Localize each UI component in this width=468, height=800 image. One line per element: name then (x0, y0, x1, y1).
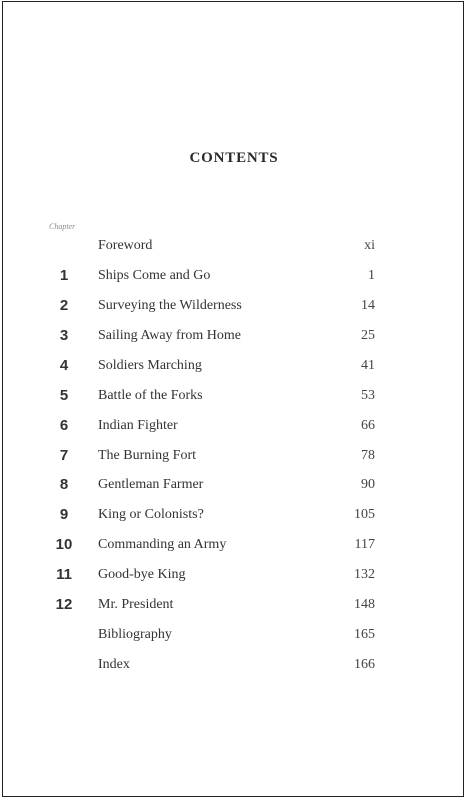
chapter-number: 9 (59, 506, 69, 524)
page-number: 53 (361, 387, 375, 403)
chapter-title: Foreword (98, 238, 153, 253)
toc-entry[interactable] (0, 564, 468, 586)
chapter-title: Gentleman Farmer (98, 477, 204, 493)
page-number: 148 (354, 597, 375, 613)
page-number: 41 (361, 357, 375, 373)
chapter-title: Index (98, 657, 130, 673)
page-number: 117 (354, 537, 375, 553)
chapter-number: 8 (59, 476, 69, 494)
chapter-number: 5 (59, 386, 69, 404)
chapter-title: Good-bye King (98, 567, 186, 583)
chapter-title: Ships Come and Go (98, 267, 211, 283)
page-number: xi (364, 238, 375, 253)
page-number: 132 (354, 567, 375, 583)
chapter-column-label: Chapter (49, 222, 76, 231)
page-number: 78 (361, 447, 375, 463)
toc-entry[interactable] (0, 415, 468, 437)
page-number: 166 (354, 657, 375, 673)
toc-entry[interactable] (0, 265, 468, 287)
toc-entry[interactable] (0, 325, 468, 347)
chapter-title: Mr. President (98, 597, 174, 613)
chapter-title: Soldiers Marching (98, 357, 202, 373)
page-number: 14 (361, 297, 375, 313)
chapter-title: Bibliography (98, 627, 172, 643)
chapter-title: Surveying the Wilderness (98, 297, 242, 313)
toc-entry[interactable] (0, 504, 468, 526)
chapter-title: Commanding an Army (98, 537, 227, 553)
chapter-title: Sailing Away from Home (98, 327, 241, 343)
chapter-number: 10 (55, 536, 73, 554)
page-title: CONTENTS (189, 150, 279, 166)
toc-entry[interactable] (0, 295, 468, 317)
chapter-title: King or Colonists? (98, 507, 204, 523)
toc-entry[interactable] (0, 594, 468, 616)
chapter-number: 4 (59, 356, 69, 374)
toc-entry[interactable] (0, 355, 468, 377)
chapter-title: Indian Fighter (98, 417, 178, 433)
toc-entry[interactable] (0, 235, 468, 257)
toc-entry[interactable] (0, 624, 468, 646)
chapter-number: 11 (56, 566, 72, 584)
chapter-number: 6 (59, 416, 69, 434)
page-number: 25 (361, 327, 375, 343)
chapter-title: Battle of the Forks (98, 387, 203, 403)
chapter-number: 2 (59, 296, 69, 314)
page-number: 1 (368, 267, 375, 283)
chapter-title: The Burning Fort (98, 447, 196, 463)
toc-entry[interactable] (0, 654, 468, 676)
page-number: 105 (354, 507, 375, 523)
page-number: 90 (361, 477, 375, 493)
page-number: 165 (354, 627, 375, 643)
chapter-number: 12 (55, 596, 73, 614)
toc-entry[interactable] (0, 474, 468, 496)
toc-entry[interactable] (0, 385, 468, 407)
page-number: 66 (361, 417, 375, 433)
toc-entry[interactable] (0, 534, 468, 556)
chapter-number: 7 (59, 446, 69, 464)
chapter-number: 1 (59, 266, 69, 284)
chapter-number: 3 (59, 326, 69, 344)
toc-entry[interactable] (0, 445, 468, 467)
